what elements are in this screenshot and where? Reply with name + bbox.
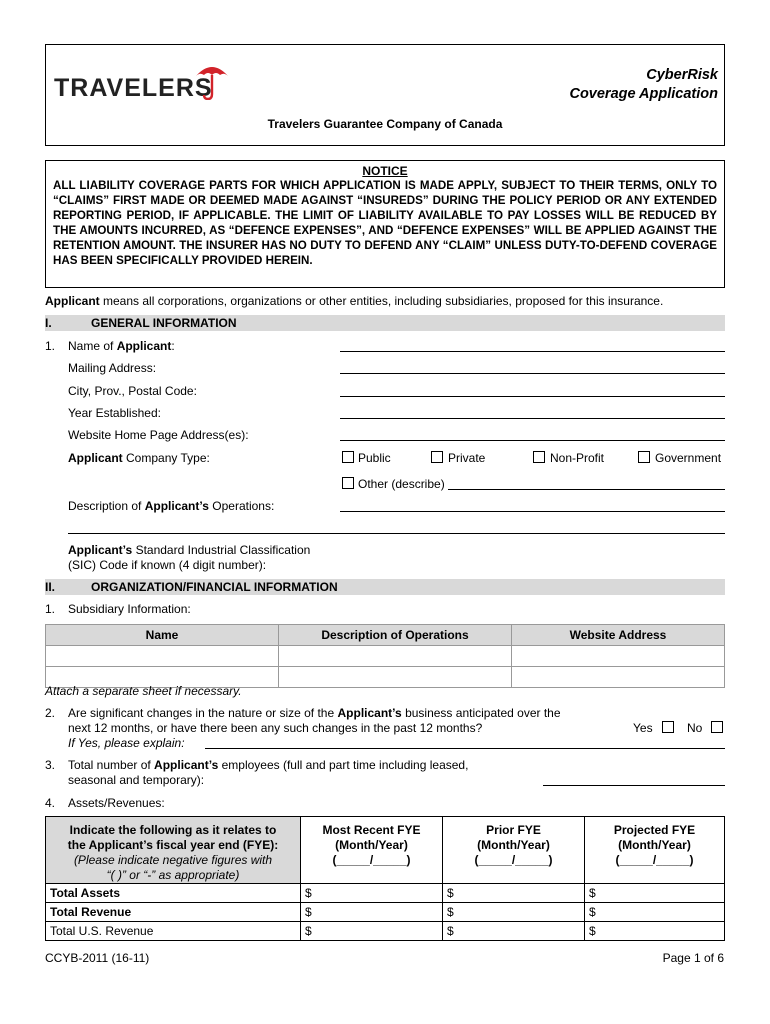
table-cell[interactable]: [46, 646, 279, 667]
row-label-total-revenue: Total Revenue: [46, 903, 301, 922]
q3-number: 3.: [45, 758, 56, 772]
no-checkbox[interactable]: [711, 721, 723, 733]
applicant-term: Applicant: [45, 294, 100, 308]
fye-instructions-cell: [46, 817, 301, 884]
label-part: Are significant changes in the nature or size of the: [68, 706, 338, 720]
city-field[interactable]: [340, 396, 725, 397]
table-row: [46, 646, 725, 667]
table-cell[interactable]: [279, 646, 512, 667]
q2-number: 2.: [45, 706, 56, 720]
private-checkbox[interactable]: [431, 451, 443, 463]
form-code: CCYB-2011 (16-11): [45, 951, 150, 965]
notice-body: ALL LIABILITY COVERAGE PARTS FOR WHICH APPLICATION IS MADE APPLY, SUBJECT TO THEIR TERMS, ONLY TO “CLAIMS” FIRST MADE OR DEEMED MADE AGAINST “INSUREDS” DURING THE POLICY PERIOD OR ANY EXTENDED REPORTING PERIOD, IF APPLICABLE. THE LIMIT OF LIABILITY AVAILABLE TO PAY LOSSES WILL BE REDUCED BY THE AMOUNTS INCURRED, AS “DEFENCE EXPENSES”, AND “DEFENCE EXPENSES” WILL BE APPLIED AGAINST THE RETENTION AMOUNT. THE INSURER HAS NO DUTY TO DEFEND ANY “CLAIM” UNLESS DUTY-TO-DEFEND COVERAGE HAS BEEN SPECIFICALLY PROVIDED HEREIN.: [53, 179, 717, 267]
document-title: [569, 66, 718, 104]
year-established-field[interactable]: [340, 418, 725, 419]
title-line1: CyberRisk: [646, 67, 718, 83]
section-general-information: [45, 315, 725, 331]
header-line: (Month/Year): [477, 838, 550, 852]
row-label-total-us-revenue: Total U.S. Revenue: [46, 922, 301, 941]
other-describe-field[interactable]: [448, 489, 725, 490]
notice-box: [45, 160, 725, 288]
label-bold: Applicant: [116, 339, 172, 353]
label-part: Operations:: [208, 499, 275, 513]
header-line: (Please indicate negative figures with: [73, 853, 273, 867]
label-part: business anticipated over the: [401, 706, 561, 720]
currency-cell[interactable]: $: [301, 922, 443, 941]
q1-number: 1.: [45, 339, 56, 353]
label-part: Company Type:: [122, 451, 210, 465]
column-header-most-recent: [301, 817, 443, 884]
column-header: Description of Operations: [279, 625, 512, 646]
company-name: Travelers Guarantee Company of Canada: [267, 117, 503, 131]
yes-label: Yes: [633, 721, 653, 735]
government-checkbox[interactable]: [638, 451, 650, 463]
q2-line2: next 12 months, or have there been any such changes in the past 12 months?: [68, 721, 483, 735]
header-line: (_____/_____): [615, 853, 694, 867]
currency-cell[interactable]: $: [443, 922, 585, 941]
page-number: Page 1 of 6: [662, 951, 724, 965]
applicant-definition: [45, 294, 663, 308]
non-profit-label: Non-Profit: [550, 451, 605, 465]
column-header: Website Address: [512, 625, 725, 646]
table-header-row: [46, 817, 725, 884]
header-line: the Applicant’s fiscal year end (FYE):: [67, 838, 279, 852]
label-part: Name of: [68, 339, 117, 353]
label-bold: Applicant: [68, 451, 123, 465]
q2-explain-field[interactable]: [205, 748, 725, 749]
column-header-prior: [443, 817, 585, 884]
operations-field-2[interactable]: [68, 533, 725, 534]
currency-cell[interactable]: $: [585, 922, 725, 941]
assets-revenues-table: [45, 816, 725, 941]
header-line: Prior FYE: [486, 823, 541, 837]
table-row: [46, 922, 725, 941]
table-header-row: [46, 625, 725, 646]
mailing-address-label: Mailing Address:: [68, 361, 157, 375]
currency-cell[interactable]: $: [301, 884, 443, 903]
column-header: Name: [46, 625, 279, 646]
government-label: Government: [655, 451, 722, 465]
city-label: City, Prov., Postal Code:: [68, 384, 197, 398]
q3-line1: [68, 758, 468, 772]
currency-cell[interactable]: $: [585, 903, 725, 922]
other-checkbox[interactable]: [342, 477, 354, 489]
label-bold: Applicant’s: [337, 706, 402, 720]
column-header-projected: [585, 817, 725, 884]
currency-cell[interactable]: $: [301, 903, 443, 922]
other-label: Other (describe): [358, 477, 445, 491]
private-label: Private: [448, 451, 486, 465]
currency-cell[interactable]: $: [443, 903, 585, 922]
header-line: (_____/_____): [474, 853, 553, 867]
label-bold: Applicant’s: [154, 758, 219, 772]
attach-note: Attach a separate sheet if necessary.: [45, 684, 242, 698]
sic-label-line2: (SIC) Code if known (4 digit number):: [68, 558, 267, 572]
logo-text: TRAVELERS: [54, 74, 213, 102]
header-line: Indicate the following as it relates to: [69, 823, 277, 837]
umbrella-icon: [194, 60, 230, 100]
website-label: Website Home Page Address(es):: [68, 428, 249, 442]
non-profit-checkbox[interactable]: [533, 451, 545, 463]
applicant-name-label: [68, 339, 175, 353]
travelers-logo: [54, 60, 229, 104]
table-cell[interactable]: [279, 667, 512, 688]
header-line: Projected FYE: [613, 823, 696, 837]
label-bold: Applicant’s: [144, 499, 209, 513]
sic-label-line1: [68, 543, 310, 557]
applicant-name-field[interactable]: [340, 351, 725, 352]
table-cell[interactable]: [512, 667, 725, 688]
public-label: Public: [358, 451, 391, 465]
header-line: Most Recent FYE: [322, 823, 421, 837]
q4-number: 4.: [45, 796, 56, 810]
currency-cell[interactable]: $: [443, 884, 585, 903]
header-line: (Month/Year): [618, 838, 691, 852]
website-field[interactable]: [340, 440, 725, 441]
notice-title: NOTICE: [362, 164, 408, 178]
section-number: II.: [45, 580, 56, 594]
section-title: ORGANIZATION/FINANCIAL INFORMATION: [91, 580, 338, 594]
table-cell[interactable]: [512, 646, 725, 667]
section-title: GENERAL INFORMATION: [91, 316, 237, 330]
label-bold: Applicant’s: [68, 543, 133, 557]
subsidiary-table: [45, 624, 725, 688]
label-part: :: [171, 339, 175, 353]
header-line: (_____/_____): [332, 853, 411, 867]
mailing-address-field[interactable]: [340, 373, 725, 374]
employees-field[interactable]: [543, 785, 725, 786]
q3-line2: seasonal and temporary):: [68, 773, 205, 787]
table-row: [46, 884, 725, 903]
title-line2: Coverage Application: [569, 86, 718, 102]
operations-field[interactable]: [340, 511, 725, 512]
label-part: Standard Industrial Classification: [132, 543, 311, 557]
label-part: employees (full and part time including leased,: [218, 758, 469, 772]
row-label-total-assets: Total Assets: [46, 884, 301, 903]
public-checkbox[interactable]: [342, 451, 354, 463]
q2-line1: [68, 706, 561, 720]
table-row: [46, 903, 725, 922]
applicant-def-text: means all corporations, organizations or other entities, including subsidiaries, proposed for this insurance.: [99, 294, 664, 308]
no-label: No: [687, 721, 703, 735]
q1-number: 1.: [45, 602, 56, 616]
currency-cell[interactable]: $: [585, 884, 725, 903]
section-organization-financial: [45, 579, 725, 595]
label-part: Description of: [68, 499, 145, 513]
subsidiary-label: Subsidiary Information:: [68, 602, 191, 616]
header-line: “( )” or “-” as appropriate): [106, 868, 240, 882]
year-established-label: Year Established:: [68, 406, 161, 420]
header-line: (Month/Year): [335, 838, 408, 852]
label-part: Total number of: [68, 758, 155, 772]
q4-label: Assets/Revenues:: [68, 796, 165, 810]
q2-explain-label: If Yes, please explain:: [68, 736, 185, 750]
company-type-label: [68, 451, 210, 465]
operations-label: [68, 499, 274, 513]
section-number: I.: [45, 316, 52, 330]
yes-checkbox[interactable]: [662, 721, 674, 733]
